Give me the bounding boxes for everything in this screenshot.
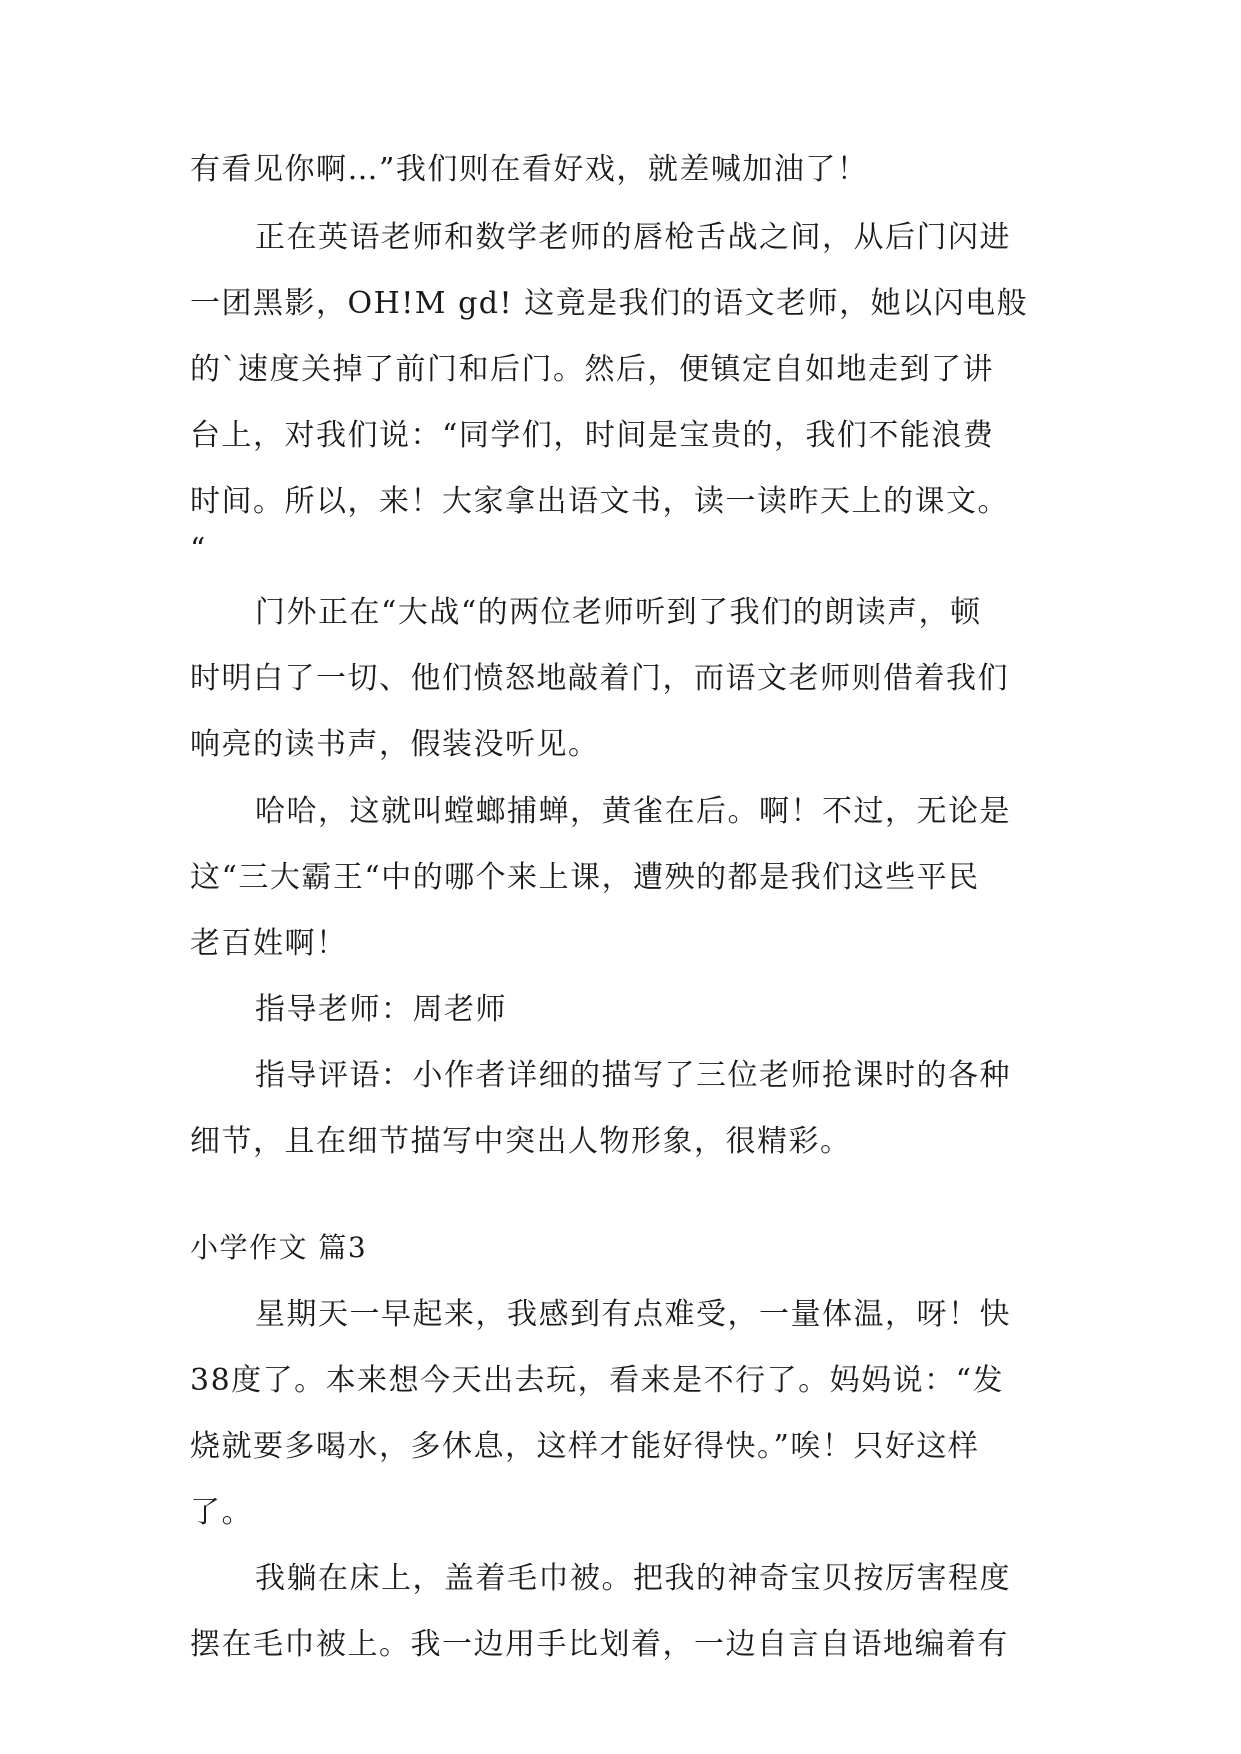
paragraph-start: 哈哈，这就叫螳螂捕蝉，黄雀在后。啊！不过，无论是: [255, 794, 1011, 829]
paragraph-start: 我躺在床上，盖着毛巾被。把我的神奇宝贝按厉害程度: [255, 1561, 1011, 1596]
paragraph-start: 星期天一早起来，我感到有点难受，一量体温，呀！快: [255, 1297, 1011, 1332]
text-line: 38度了。本来想今天出去玩，看来是不行了。妈妈说：“发: [190, 1363, 1005, 1398]
text-line: 时明白了一切、他们愤怒地敲着门，而语文老师则借着我们: [190, 661, 1009, 696]
text-line: 这“三大霸王“中的哪个来上课，遭殃的都是我们这些平民: [190, 860, 980, 895]
text-line: 摆在毛巾被上。我一边用手比划着，一边自言自语地编着有: [190, 1627, 1009, 1662]
text-line: 响亮的读书声，假装没听见。: [190, 727, 600, 762]
text-line: 老百姓啊！: [190, 926, 348, 961]
text-line: 台上，对我们说：“同学们，时间是宝贵的，我们不能浪费: [190, 418, 995, 453]
teacher-name: 指导老师：周老师: [255, 992, 507, 1027]
paragraph-start: 门外正在“大战“的两位老师听到了我们的朗读声，顿: [255, 595, 982, 630]
text-line: 时间。所以，来！大家拿出语文书，读一读昨天上的课文。: [190, 484, 1009, 519]
text-line: 有看见你啊…”我们则在看好戏，就差喊加油了！: [190, 152, 869, 187]
text-line: 烧就要多喝水，多休息，这样才能好得快。”唉！只好这样: [190, 1429, 980, 1464]
text-line: “: [190, 532, 207, 567]
text-line: 了。: [190, 1495, 253, 1530]
text-line: 细节，且在细节描写中突出人物形象，很精彩。: [190, 1124, 852, 1159]
text-line: 一团黑影，OH!M gd! 这竟是我们的语文老师，她以闪电般: [190, 286, 1029, 321]
paragraph-start: 正在英语老师和数学老师的唇枪舌战之间，从后门闪进: [255, 220, 1011, 255]
teacher-comment: 指导评语：小作者详细的描写了三位老师抢课时的各种: [255, 1058, 1011, 1093]
section-heading: 小学作文 篇3: [190, 1231, 368, 1264]
text-line: 的`速度关掉了前门和后门。然后，便镇定自如地走到了讲: [190, 352, 994, 387]
